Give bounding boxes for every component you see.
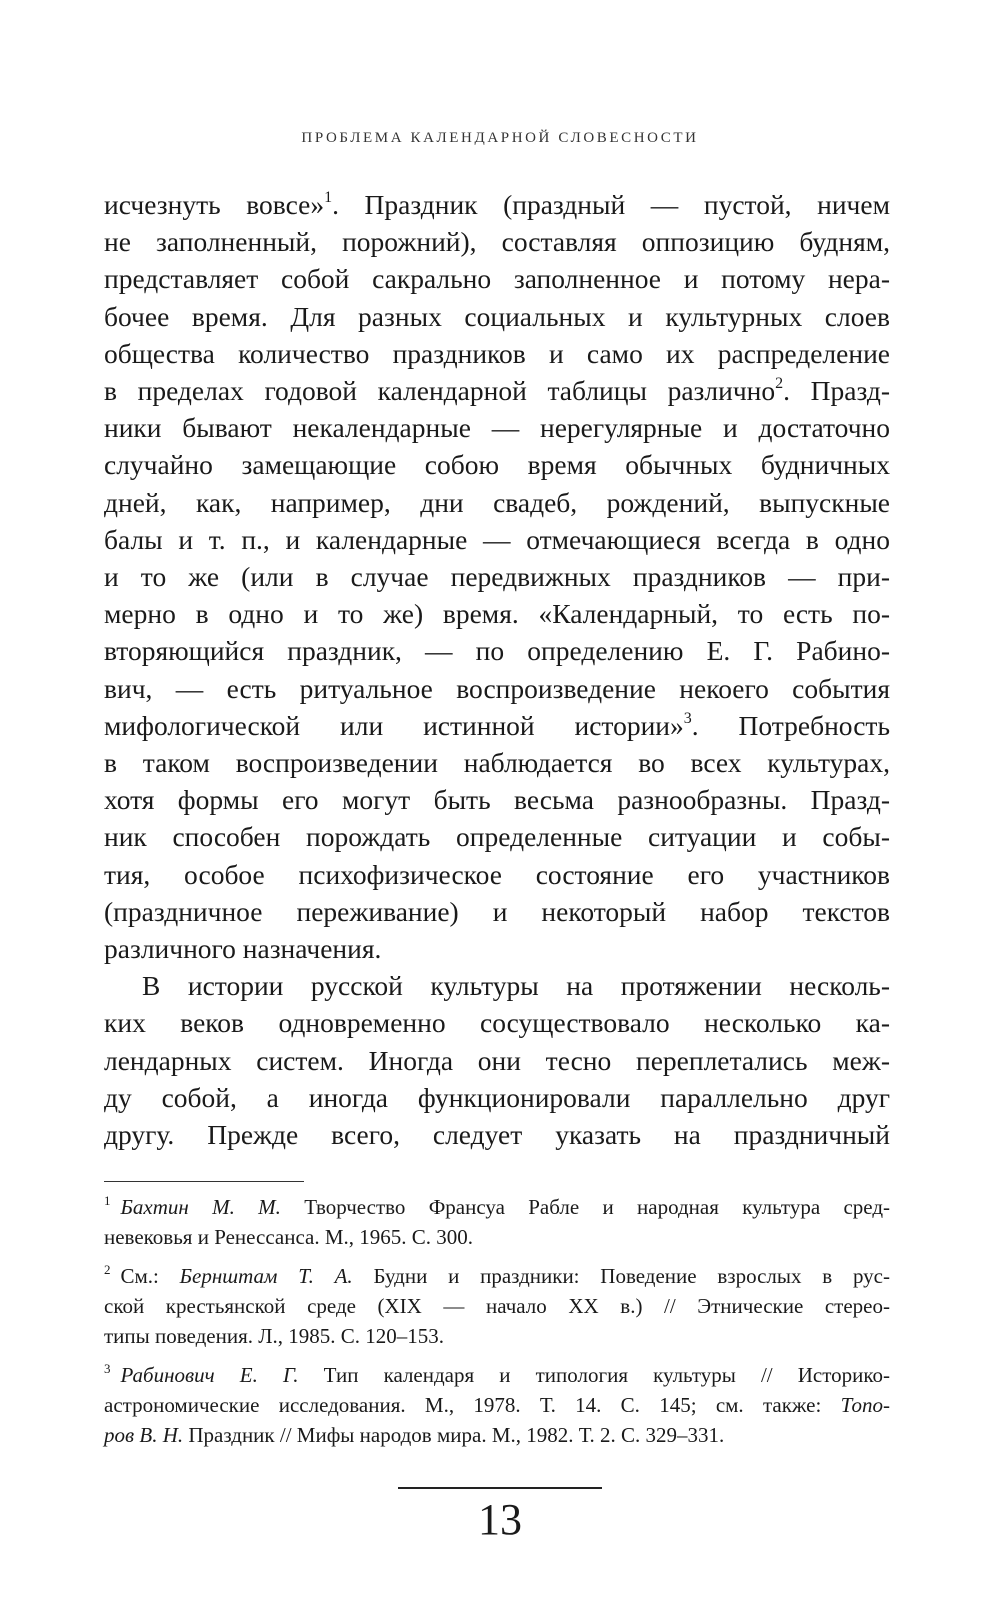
text-line: и то же (или в случае передвижных праздников — при-: [104, 561, 890, 593]
text-line: ких веков одновременно сосуществовало несколько ка-: [104, 1007, 890, 1039]
text-line: [104, 707, 890, 744]
text-line: [104, 186, 890, 223]
text-line: тия, особое психофизическое состояние его участников: [104, 858, 890, 890]
footnote-author: Топо-: [840, 1393, 890, 1417]
text-segment: в пределах годовой календарной таблицы различно: [104, 375, 776, 407]
text-segment: исчезнуть вовсе»: [104, 189, 325, 220]
text-line: различного назначения.: [104, 933, 382, 965]
footnotes: [104, 1192, 890, 1459]
text-segment: . Празд-: [783, 375, 891, 407]
text-line: ники бывают некалендарные — нерегулярные и достаточно: [104, 412, 890, 444]
text-segment: . Потребность: [691, 709, 890, 741]
footnote-author: Бахтин М. М.: [120, 1195, 281, 1219]
footnote-mark: 2: [104, 1262, 111, 1277]
footnote-1: [104, 1192, 890, 1252]
page-number: 13: [478, 1495, 522, 1544]
footnote-text: Тип календаря и типология культуры // Историко-: [298, 1363, 890, 1387]
footnote-line: типы поведения. Л., 1985. С. 120–153.: [104, 1324, 444, 1348]
footnote-text: Праздник // Мифы народов мира. М., 1982. Т. 2. С. 329–331.: [183, 1423, 725, 1447]
text-segment: мифологической или истинной истории»: [104, 709, 684, 741]
text-line: балы и т. п., и календарные — отмечающиеся всегда в одно: [104, 523, 890, 555]
text-line: представляет собой сакрально заполненное и потому нера-: [104, 263, 890, 295]
paragraph-2: [104, 967, 890, 1153]
footnote-author: ров В. Н.: [104, 1423, 184, 1447]
text-line: лендарных систем. Иногда они тесно переплетались меж-: [104, 1044, 890, 1076]
footnote-mark: 1: [104, 1193, 111, 1208]
footnote-ref-3[interactable]: 3: [683, 709, 692, 727]
footnote-text: астрономические исследования. М., 1978. Т. 14. С. 145; см. также:: [104, 1393, 841, 1417]
footnote-divider: [104, 1181, 304, 1182]
footnote-text: Творчество Франсуа Рабле и народная культура сред-: [280, 1195, 890, 1219]
text-line: ник способен порождать определенные ситуации и собы-: [104, 821, 890, 853]
text-line: вторяющийся праздник, — по определению Е. Г. Рабино-: [104, 635, 890, 667]
footnote-line: [104, 1261, 890, 1291]
text-line: мерно в одно и то же) время. «Календарный, то есть по-: [104, 598, 890, 630]
footnote-text: Будни и праздники: Поведение взрослых в рус-: [352, 1264, 890, 1288]
page-number-rule: [398, 1487, 602, 1489]
text-line: вич, — есть ритуальное воспроизведение некоего события: [104, 672, 890, 704]
footnote-line: ской крестьянской среде (XIX — начало XX в.) // Этнические стерео-: [104, 1294, 890, 1318]
paragraph-1: [104, 186, 890, 967]
footnote-2: [104, 1261, 890, 1351]
text-line: бочее время. Для разных социальных и культурных слоев: [104, 300, 890, 332]
footnote-line: невековья и Ренессанса. М., 1965. С. 300.: [104, 1225, 474, 1249]
text-line: [104, 372, 890, 409]
footnote-author: Рабинович Е. Г.: [120, 1363, 299, 1387]
text-line: ду собой, а иногда функционировали параллельно друг: [104, 1081, 890, 1113]
footnote-line: [104, 1192, 890, 1222]
main-text: [104, 186, 890, 1153]
text-line: (праздничное переживание) и некоторый набор текстов: [104, 895, 890, 927]
text-line: В истории русской культуры на протяжении несколь-: [142, 970, 890, 1002]
running-head: ПРОБЛЕМА КАЛЕНДАРНОЙ СЛОВЕСНОСТИ: [301, 130, 699, 146]
text-line: не заполненный, порожний), составляя оппозицию будням,: [104, 226, 890, 258]
footnote-line: [104, 1360, 890, 1390]
text-line: случайно замещающие собою время обычных будничных: [104, 449, 890, 481]
footnote-mark: 3: [104, 1361, 111, 1376]
text-segment: . Праздник (праздный — пустой, ничем: [332, 189, 890, 220]
footnote-ref-1[interactable]: 1: [324, 189, 333, 206]
text-line: в таком воспроизведении наблюдается во всех культурах,: [104, 747, 890, 779]
footnote-line: [104, 1390, 890, 1420]
text-line: дней, как, например, дни свадеб, рождений, выпускные: [104, 486, 890, 518]
footnote-ref-2[interactable]: 2: [775, 375, 784, 393]
text-line: хотя формы его могут быть весьма разнообразны. Празд-: [104, 784, 890, 816]
footnote-author: Бернштам Т. А.: [179, 1264, 353, 1288]
footnote-line: [104, 1420, 890, 1450]
footnote-3: [104, 1360, 890, 1450]
footnote-text: См.:: [120, 1264, 180, 1288]
text-line: общества количество праздников и само их распределение: [104, 337, 890, 369]
text-line: другу. Прежде всего, следует указать на праздничный: [104, 1119, 890, 1151]
